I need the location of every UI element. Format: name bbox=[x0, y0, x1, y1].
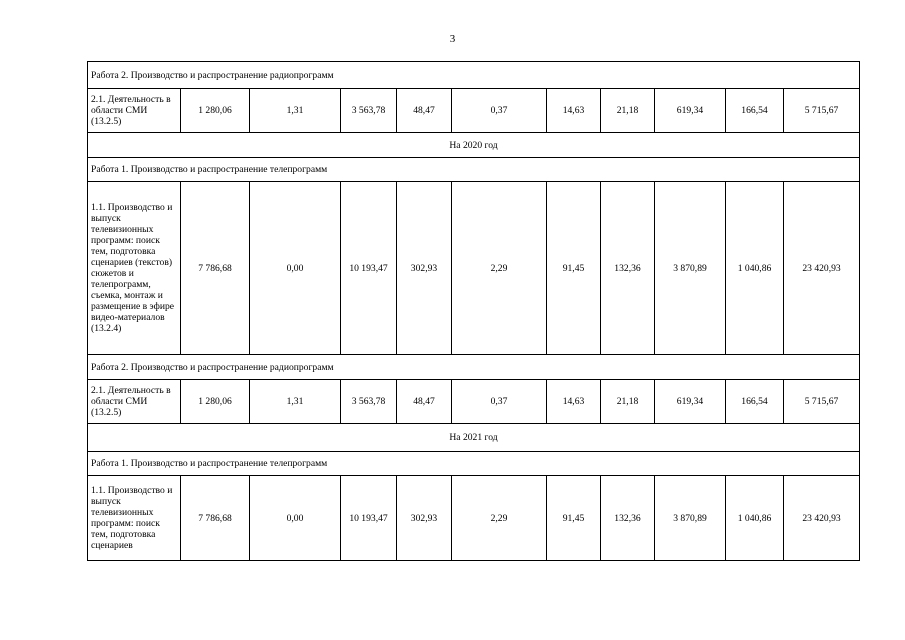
value-cell: 91,45 bbox=[547, 182, 601, 355]
value-cell: 132,36 bbox=[601, 476, 655, 561]
row-description: 1.1. Производство и выпуск телевизионных программ: поиск тем, подготовка сценариев (текстов) сюжетов и телепрограмм, съемка, монтаж и размещение в эфире видео-материалов (13.2.4) bbox=[88, 182, 181, 355]
value-cell: 3 870,89 bbox=[655, 476, 726, 561]
row-description: 2.1. Деятельность в области СМИ (13.2.5) bbox=[88, 380, 181, 424]
table-row bbox=[88, 89, 860, 133]
year-title: На 2020 год bbox=[88, 133, 860, 158]
value-cell: 21,18 bbox=[601, 380, 655, 424]
value-cell: 166,54 bbox=[726, 380, 784, 424]
value-cell: 0,00 bbox=[250, 182, 341, 355]
value-cell: 2,29 bbox=[452, 182, 547, 355]
value-cell: 10 193,47 bbox=[341, 182, 397, 355]
work-title: Работа 1. Производство и распространение телепрограмм bbox=[88, 158, 860, 182]
year-header-row bbox=[88, 133, 860, 158]
value-cell: 14,63 bbox=[547, 89, 601, 133]
table-row bbox=[88, 380, 860, 424]
value-cell: 0,37 bbox=[452, 89, 547, 133]
work-title: Работа 2. Производство и распространение радиопрограмм bbox=[88, 62, 860, 89]
value-cell: 10 193,47 bbox=[341, 476, 397, 561]
value-cell: 619,34 bbox=[655, 380, 726, 424]
value-cell: 0,37 bbox=[452, 380, 547, 424]
value-cell: 14,63 bbox=[547, 380, 601, 424]
budget-table bbox=[87, 61, 860, 561]
value-cell: 1 040,86 bbox=[726, 476, 784, 561]
value-cell: 1,31 bbox=[250, 89, 341, 133]
value-cell: 91,45 bbox=[547, 476, 601, 561]
row-description: 1.1. Производство и выпуск телевизионных программ: поиск тем, подготовка сценариев bbox=[88, 476, 181, 561]
value-cell: 7 786,68 bbox=[181, 476, 250, 561]
value-cell: 5 715,67 bbox=[784, 89, 860, 133]
work-title: Работа 1. Производство и распространение телепрограмм bbox=[88, 452, 860, 476]
value-cell: 48,47 bbox=[397, 380, 452, 424]
work-header-row bbox=[88, 62, 860, 89]
work-header-row bbox=[88, 158, 860, 182]
value-cell: 23 420,93 bbox=[784, 476, 860, 561]
value-cell: 132,36 bbox=[601, 182, 655, 355]
value-cell: 1 040,86 bbox=[726, 182, 784, 355]
value-cell: 1,31 bbox=[250, 380, 341, 424]
work-title: Работа 2. Производство и распространение радиопрограмм bbox=[88, 355, 860, 380]
value-cell: 7 786,68 bbox=[181, 182, 250, 355]
year-header-row bbox=[88, 424, 860, 452]
value-cell: 5 715,67 bbox=[784, 380, 860, 424]
table-row bbox=[88, 182, 860, 355]
value-cell: 21,18 bbox=[601, 89, 655, 133]
value-cell: 3 870,89 bbox=[655, 182, 726, 355]
value-cell: 48,47 bbox=[397, 89, 452, 133]
value-cell: 0,00 bbox=[250, 476, 341, 561]
work-header-row bbox=[88, 355, 860, 380]
work-header-row bbox=[88, 452, 860, 476]
value-cell: 2,29 bbox=[452, 476, 547, 561]
value-cell: 1 280,06 bbox=[181, 380, 250, 424]
value-cell: 3 563,78 bbox=[341, 380, 397, 424]
value-cell: 166,54 bbox=[726, 89, 784, 133]
year-title: На 2021 год bbox=[88, 424, 860, 452]
page-number: 3 bbox=[449, 33, 456, 45]
value-cell: 1 280,06 bbox=[181, 89, 250, 133]
value-cell: 3 563,78 bbox=[341, 89, 397, 133]
value-cell: 302,93 bbox=[397, 476, 452, 561]
value-cell: 23 420,93 bbox=[784, 182, 860, 355]
table-row bbox=[88, 476, 860, 561]
value-cell: 302,93 bbox=[397, 182, 452, 355]
row-description: 2.1. Деятельность в области СМИ (13.2.5) bbox=[88, 89, 181, 133]
value-cell: 619,34 bbox=[655, 89, 726, 133]
